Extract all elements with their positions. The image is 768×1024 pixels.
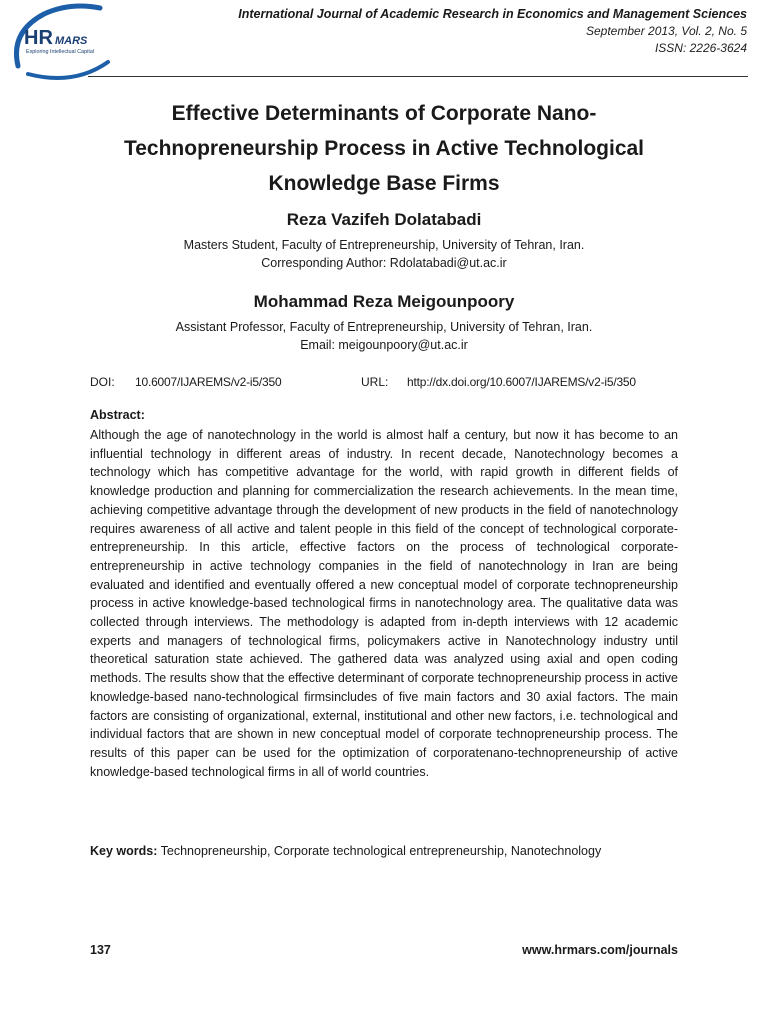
url-link[interactable]: http://dx.doi.org/10.6007/IJAREMS/v2-i5/350	[407, 375, 636, 389]
abstract-text: Although the age of nanotechnology in the world is almost half a century, but now it has become to an influential technology in different areas of industry. In recent decade, Nanotechnology becomes a technology which has competitive advantage for the world, with rapid growth in different fields of knowledge production and planning for commercialization the research achievements. In the mean time, achieving competitive advantage through the development of new products in the field of nanotechnology requires awareness of all active and talent people in this field of the concept of technological corporate-entrepreneurship. In this article, effective factors on the process of technological corporate-entrepreneurship in active technology companies in the field of nanotechnology in Iran are being evaluated and identified and eventually offered a new conceptual model of corporate technopreneurship process in active knowledge-based technological firms in nanotechnology area. The qualitative data was collected through interviews. The methodology is adapted from in-depth interviews with 12 academic experts and managers of technological firms, policymakers active in Nanotechnology industry until theoretical saturation state achieved. The gathered data was analyzed using axial and open coding methods. The results show that the effective determinant of corporate technopreneurship process in active knowledge-based nano-technological firmsincludes of five main factors and 30 axial factors. The main factors are consisting of organizational, external, institutional and other new factors, i.e. technological and individual factors that are shown in new conceptual model of corporate technopreneurship process. The results of this paper can be used for the optimization of corporatenano-technopreneurship of active knowledge-based technological firms in all of world countries.	[90, 428, 678, 779]
page-number: 137	[90, 943, 111, 957]
author-affiliation: Assistant Professor, Faculty of Entrepreneurship, University of Tehran, Iran.	[175, 320, 593, 334]
abstract-heading: Abstract:	[90, 408, 145, 422]
journal-name: International Journal of Academic Research in Economics and Management Sciences	[238, 7, 747, 21]
hrmars-logo	[4, 2, 128, 82]
website-link[interactable]: www.hrmars.com/journals	[522, 943, 678, 957]
identifiers-row	[90, 375, 690, 391]
logo-text-sub: MARS	[55, 35, 88, 47]
doi-label: DOI:	[90, 375, 115, 389]
title-line: Effective Determinants of Corporate Nano-	[171, 102, 597, 125]
author-affiliation: Masters Student, Faculty of Entrepreneurship, University of Tehran, Iran.	[183, 238, 585, 252]
author-contact: Email: meigounpoory@ut.ac.ir	[300, 338, 468, 352]
logo-text-main: HR	[24, 27, 53, 49]
journal-header	[238, 6, 747, 57]
paper-title	[90, 96, 678, 201]
keywords-label: Key words:	[90, 844, 158, 858]
doi-value[interactable]: 10.6007/IJAREMS/v2-i5/350	[135, 375, 282, 389]
journal-issue: September 2013, Vol. 2, No. 5	[586, 24, 747, 38]
header-divider	[88, 76, 748, 77]
title-line: Knowledge Base Firms	[268, 172, 500, 195]
journal-issn: ISSN: 2226-3624	[654, 41, 747, 55]
author-name: Reza Vazifeh Dolatabadi	[286, 210, 482, 229]
url-label: URL:	[361, 375, 389, 389]
logo-tagline: Exploring Intellectual Capital	[26, 49, 95, 55]
title-line: Technopreneurship Process in Active Technological	[123, 137, 645, 160]
author-contact: Corresponding Author: Rdolatabadi@ut.ac.ir	[261, 256, 507, 270]
keywords	[90, 844, 690, 858]
author-name: Mohammad Reza Meigounpoory	[253, 292, 515, 311]
keywords-text: Technopreneurship, Corporate technological entrepreneurship, Nanotechnology	[160, 844, 602, 858]
